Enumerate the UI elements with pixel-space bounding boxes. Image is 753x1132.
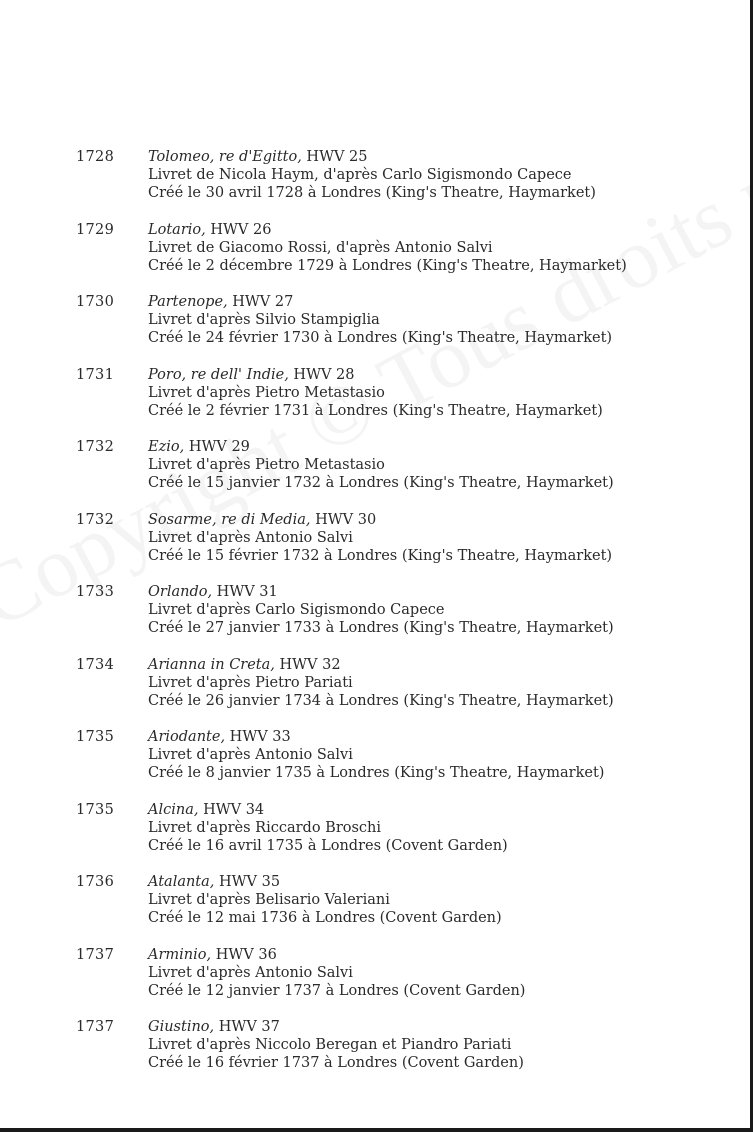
entry-libretto: Livret d'après Antonio Salvi bbox=[148, 747, 353, 763]
entry-libretto: Livret d'après Riccardo Broschi bbox=[148, 819, 382, 836]
entry-premiere: Créé le 15 février 1732 à Londres (King's Theatre, Haymarket) bbox=[148, 547, 613, 564]
opera-entry bbox=[0, 438, 753, 511]
entry-details bbox=[148, 221, 738, 275]
entry-details bbox=[148, 511, 738, 565]
entry-details bbox=[148, 946, 738, 1000]
opera-entry bbox=[0, 221, 753, 294]
entry-year: 1733 bbox=[76, 584, 115, 600]
hwv-number: HWV 36 bbox=[215, 946, 277, 963]
hwv-number: HWV 29 bbox=[188, 439, 250, 455]
opera-list bbox=[0, 148, 753, 1091]
entry-title-line bbox=[148, 1018, 738, 1036]
entry-title-line bbox=[148, 656, 738, 674]
entry-premiere: Créé le 30 avril 1728 à Londres (King's Theatre, Haymarket) bbox=[148, 185, 596, 201]
hwv-number: HWV 32 bbox=[279, 656, 341, 673]
entry-premiere: Créé le 8 janvier 1735 à Londres (King's Theatre, Haymarket) bbox=[148, 765, 605, 781]
entry-year: 1737 bbox=[76, 946, 115, 963]
entry-details bbox=[148, 1018, 738, 1072]
entry-year: 1734 bbox=[76, 656, 115, 673]
entry-premiere: Créé le 24 février 1730 à Londres (King's Theatre, Haymarket) bbox=[148, 330, 613, 346]
entry-details bbox=[148, 583, 738, 637]
hwv-number: HWV 28 bbox=[293, 366, 355, 383]
hwv-number: HWV 37 bbox=[218, 1019, 280, 1035]
entry-title-line bbox=[148, 293, 738, 311]
entry-libretto: Livret d'après Niccolo Beregan et Piandro Pariati bbox=[148, 1037, 512, 1053]
entry-libretto: Livret d'après Belisario Valeriani bbox=[148, 892, 390, 908]
entry-title-line bbox=[148, 511, 738, 529]
opera-title: Atalanta, bbox=[148, 874, 215, 890]
opera-title: Ariodante, bbox=[148, 729, 226, 745]
page-edge-bottom bbox=[0, 1128, 753, 1132]
entry-year: 1736 bbox=[76, 874, 115, 890]
entry-year: 1735 bbox=[76, 729, 115, 745]
entry-libretto: Livret d'après Silvio Stampiglia bbox=[148, 312, 380, 328]
entry-libretto: Livret d'après Antonio Salvi bbox=[148, 964, 353, 981]
hwv-number: HWV 25 bbox=[306, 149, 368, 165]
opera-title: Arianna in Creta, bbox=[148, 656, 275, 673]
entry-title-line bbox=[148, 801, 738, 819]
entry-year: 1732 bbox=[76, 439, 115, 455]
opera-entry bbox=[0, 583, 753, 656]
hwv-number: HWV 27 bbox=[232, 294, 294, 310]
opera-entry bbox=[0, 728, 753, 801]
entry-premiere: Créé le 15 janvier 1732 à Londres (King's Theatre, Haymarket) bbox=[148, 475, 614, 491]
opera-title: Tolomeo, re d'Egitto, bbox=[148, 149, 302, 165]
entry-premiere: Créé le 12 janvier 1737 à Londres (Covent Garden) bbox=[148, 982, 526, 999]
entry-year: 1732 bbox=[76, 511, 115, 528]
opera-title: Orlando, bbox=[148, 584, 213, 600]
opera-entry bbox=[0, 511, 753, 584]
opera-title: Sosarme, re di Media, bbox=[148, 511, 311, 528]
entry-year: 1728 bbox=[76, 149, 115, 165]
entry-premiere: Créé le 12 mai 1736 à Londres (Covent Garden) bbox=[148, 910, 502, 926]
entry-year: 1735 bbox=[76, 801, 115, 818]
opera-entry bbox=[0, 148, 753, 221]
hwv-number: HWV 35 bbox=[219, 874, 281, 890]
entry-details bbox=[148, 438, 738, 492]
opera-title: Lotario, bbox=[148, 221, 206, 238]
hwv-number: HWV 26 bbox=[210, 221, 272, 238]
opera-entry bbox=[0, 801, 753, 874]
hwv-number: HWV 31 bbox=[216, 584, 278, 600]
entry-details bbox=[148, 148, 738, 202]
entry-title-line bbox=[148, 438, 738, 456]
opera-title: Partenope, bbox=[148, 294, 228, 310]
entry-premiere: Créé le 16 avril 1735 à Londres (Covent Garden) bbox=[148, 837, 508, 854]
entry-year: 1730 bbox=[76, 294, 115, 310]
entry-premiere: Créé le 2 décembre 1729 à Londres (King's Theatre, Haymarket) bbox=[148, 257, 627, 274]
entry-premiere: Créé le 16 février 1737 à Londres (Covent Garden) bbox=[148, 1055, 524, 1071]
entry-libretto: Livret d'après Pietro Metastasio bbox=[148, 457, 385, 473]
entry-libretto: Livret d'après Carlo Sigismondo Capece bbox=[148, 602, 445, 618]
entry-details bbox=[148, 801, 738, 855]
entry-premiere: Créé le 27 janvier 1733 à Londres (King's Theatre, Haymarket) bbox=[148, 620, 614, 636]
entry-libretto: Livret d'après Pietro Metastasio bbox=[148, 384, 385, 401]
entry-title-line bbox=[148, 728, 738, 746]
opera-entry bbox=[0, 1018, 753, 1091]
entry-year: 1737 bbox=[76, 1019, 115, 1035]
entry-title-line bbox=[148, 583, 738, 601]
entry-details bbox=[148, 728, 738, 782]
entry-title-line bbox=[148, 873, 738, 891]
opera-title: Arminio, bbox=[148, 946, 212, 963]
entry-details bbox=[148, 293, 738, 347]
opera-title: Alcina, bbox=[148, 801, 199, 818]
entry-premiere: Créé le 26 janvier 1734 à Londres (King's Theatre, Haymarket) bbox=[148, 692, 614, 709]
entry-details bbox=[148, 873, 738, 927]
opera-title: Giustino, bbox=[148, 1019, 215, 1035]
opera-title: Poro, re dell' Indie, bbox=[148, 366, 289, 383]
entry-year: 1729 bbox=[76, 221, 115, 238]
opera-title: Ezio, bbox=[148, 439, 185, 455]
hwv-number: HWV 33 bbox=[229, 729, 291, 745]
opera-entry bbox=[0, 946, 753, 1019]
entry-details bbox=[148, 656, 738, 710]
entry-title-line bbox=[148, 148, 738, 166]
entry-title-line bbox=[148, 366, 738, 384]
entry-title-line bbox=[148, 221, 738, 239]
entry-libretto: Livret de Giacomo Rossi, d'après Antonio Salvi bbox=[148, 239, 493, 256]
entry-libretto: Livret d'après Pietro Pariati bbox=[148, 674, 353, 691]
opera-entry bbox=[0, 366, 753, 439]
hwv-number: HWV 34 bbox=[203, 801, 265, 818]
entry-premiere: Créé le 2 février 1731 à Londres (King's Theatre, Haymarket) bbox=[148, 402, 603, 419]
opera-entry bbox=[0, 293, 753, 366]
entry-libretto: Livret d'après Antonio Salvi bbox=[148, 529, 353, 546]
entry-libretto: Livret de Nicola Haym, d'après Carlo Sigismondo Capece bbox=[148, 167, 572, 183]
opera-entry bbox=[0, 656, 753, 729]
entry-title-line bbox=[148, 946, 738, 964]
entry-details bbox=[148, 366, 738, 420]
hwv-number: HWV 30 bbox=[315, 511, 377, 528]
entry-year: 1731 bbox=[76, 366, 115, 383]
opera-entry bbox=[0, 873, 753, 946]
